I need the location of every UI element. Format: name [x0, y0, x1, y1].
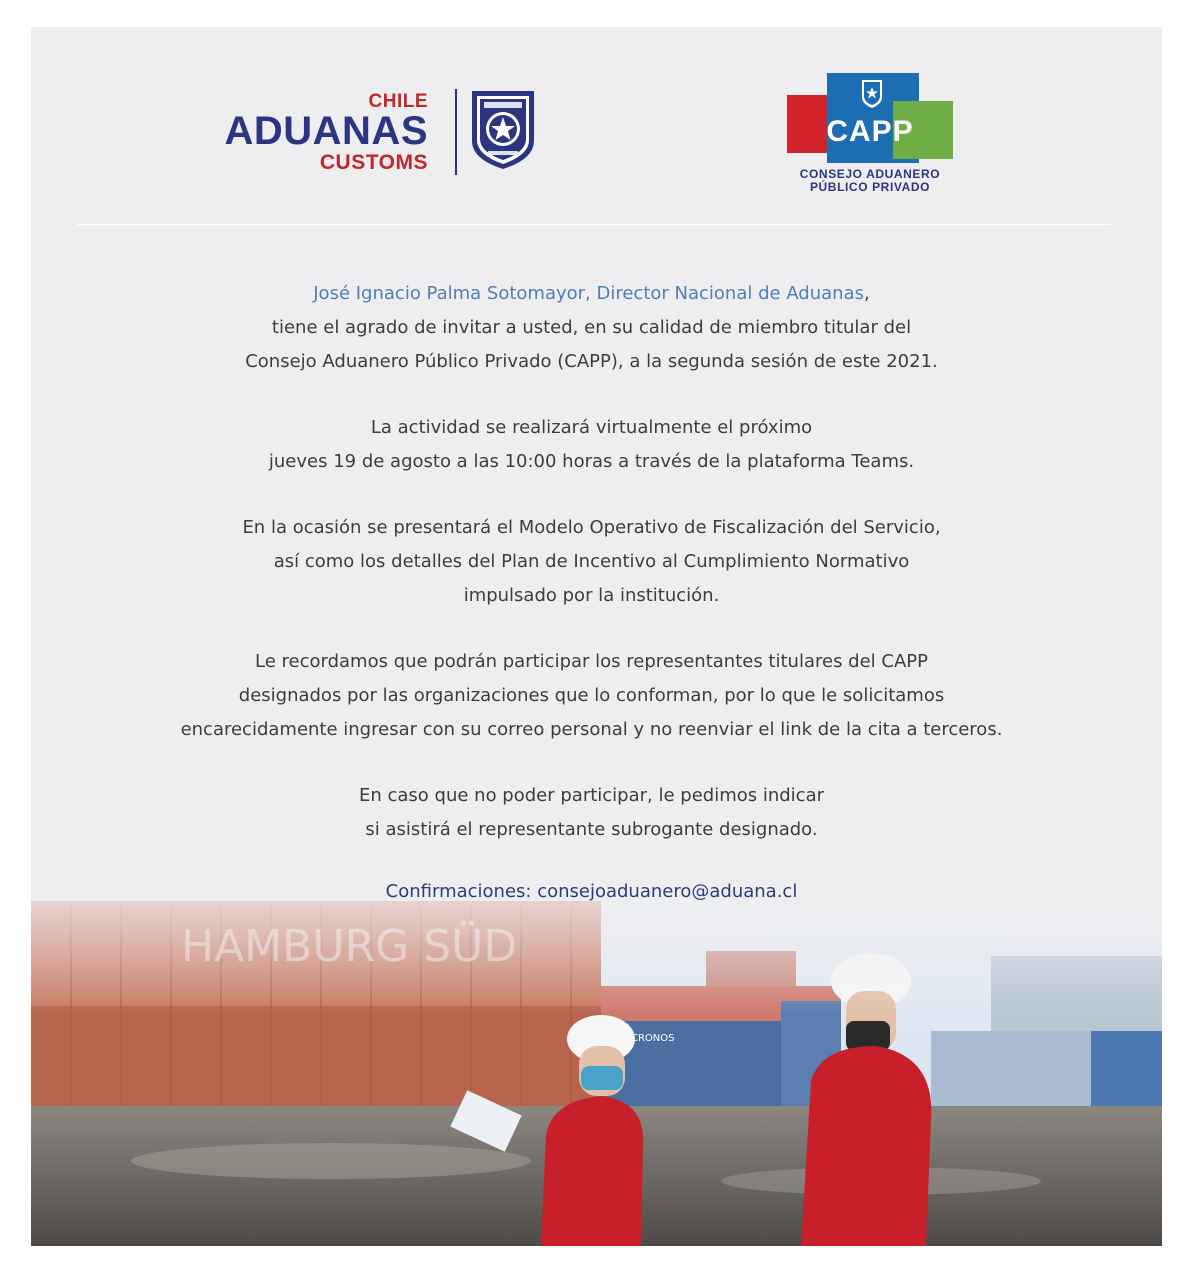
aduanas-logo-chile: CHILE: [368, 91, 428, 112]
intro-line-2: tiene el agrado de invitar a usted, en su calidad de miembro titular del: [271, 317, 912, 338]
topic-line-2: así como los detalles del Plan de Incentivo al Cumplimiento Normativo: [273, 551, 910, 572]
aduanas-logo-divider: [455, 89, 457, 175]
port-photo-illustration: [31, 861, 1162, 1246]
intro-line-3: Consejo Aduanero Público Privado (CAPP), a la segunda sesión de este 2021.: [245, 351, 938, 372]
reminder-paragraph: [31, 645, 1152, 747]
confirmation-contact[interactable]: Confirmaciones: consejoaduanero@aduana.cl: [385, 881, 798, 902]
port-photo: [31, 861, 1162, 1246]
host-name: José Ignacio Palma Sotomayor, Director Nacional de Aduanas: [313, 283, 864, 304]
absence-line-1: En caso que no poder participar, le pedimos indicar: [358, 785, 825, 806]
capp-logo-acronym: CAPP: [826, 115, 914, 148]
capp-logo-caption-2: PÚBLICO PRIVADO: [809, 180, 931, 194]
intro-paragraph: [31, 277, 1152, 379]
schedule-line-2: jueves 19 de agosto a las 10:00 horas a través de la plataforma Teams.: [268, 451, 915, 472]
topic-paragraph: [31, 511, 1152, 613]
aduanas-shield-icon: [468, 87, 538, 171]
schedule-paragraph: [31, 411, 1152, 479]
absence-line-2: si asistirá el representante subrogante designado.: [365, 819, 818, 840]
aduanas-logo-customs: CUSTOMS: [319, 151, 428, 174]
reminder-line-1: Le recordamos que podrán participar los representantes titulares del CAPP: [255, 651, 928, 672]
invitation-card: [31, 27, 1162, 1246]
host-suffix: ,: [864, 283, 870, 304]
reminder-line-2: designados por las organizaciones que lo conforman, por lo que le solicitamos: [238, 685, 945, 706]
intro-line-1: [31, 277, 1152, 311]
topic-line-1: En la ocasión se presentará el Modelo Operativo de Fiscalización del Servicio,: [242, 517, 941, 538]
schedule-line-1: La actividad se realizará virtualmente el próximo: [370, 417, 813, 438]
topic-line-3: impulsado por la institución.: [463, 585, 720, 606]
invitation-body: [31, 277, 1152, 879]
capp-badge-icon: [861, 79, 883, 109]
absence-paragraph: [31, 779, 1152, 847]
capp-logo-caption-1: CONSEJO ADUANERO: [799, 167, 941, 181]
aduanas-logo: [208, 85, 538, 181]
header-divider: [77, 224, 1111, 225]
reminder-line-3: encarecidamente ingresar con su correo personal y no reenviar el link de la cita a terceros.: [180, 719, 1003, 740]
capp-logo: [787, 73, 957, 193]
aduanas-logo-wordmark: ADUANAS: [224, 109, 428, 153]
